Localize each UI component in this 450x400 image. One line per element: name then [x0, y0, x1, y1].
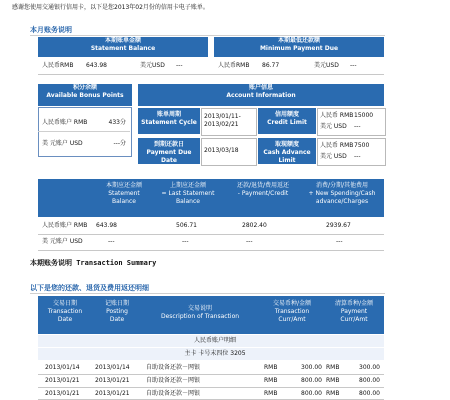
summary-header-statement: 本期应还金额 Statement Balance — [105, 182, 142, 205]
detail-pamt: 800.00 — [359, 377, 380, 384]
statement-rmb-label: 人民币RMB — [42, 62, 74, 69]
detail-tcur: RMB — [264, 377, 278, 384]
summary-rmb-last: 506.71 — [176, 222, 197, 229]
detail-post: 2013/01/21 — [95, 377, 130, 384]
detail-desc: 自助设备还款－网银 — [146, 377, 201, 384]
min-rmb-label: 人民币RMB — [218, 62, 250, 69]
bonus-points-header: 积分余额 Available Bonus Points — [38, 84, 132, 106]
summary-rmb-credit: 2802.40 — [242, 222, 267, 229]
intro-text: 感谢您使用交通银行信用卡，以下是您2013年02月份的信用卡电子账单。 — [12, 4, 209, 11]
detail-tamt: 800.00 — [301, 390, 322, 397]
min-usd-label: 美元USD — [314, 62, 339, 69]
summary-header-last: 上期应还金额 = Last Statement Balance — [161, 182, 215, 205]
detail-account-title: 人民币账户明细 — [193, 337, 236, 344]
detail-desc: 自助设备还款－网银 — [146, 390, 201, 397]
detail-pamt: 800.00 — [359, 390, 380, 397]
statement-usd-label: 美元USD — [140, 62, 165, 69]
detail-date: 2013/01/14 — [45, 364, 80, 371]
detail-pamt: 300.00 — [359, 364, 380, 371]
summary-usd-statement: --- — [108, 238, 115, 245]
credit-usd-value: --- — [354, 123, 361, 130]
statement-rmb-value: 643.98 — [86, 62, 107, 69]
detail-tcur: RMB — [264, 390, 278, 397]
summary-usd-label: 美 元账户 USD — [42, 238, 83, 245]
detail-date: 2013/01/21 — [45, 377, 80, 384]
credit-rmb-label: 人民币 RMB — [320, 112, 354, 119]
section-account-info-title: 本月账务说明 — [30, 26, 72, 34]
summary-header-spending: 消费/分期/其他费用 + New Spending/Cash advance/Charges — [308, 182, 376, 205]
cash-rmb-value: 7500 — [354, 142, 370, 149]
statement-usd-value: --- — [176, 62, 183, 69]
detail-post: 2013/01/14 — [95, 364, 130, 371]
detail-card-line: 主卡 卡号末四位 3205 — [184, 350, 246, 357]
detail-pcur: RMB — [326, 364, 340, 371]
bonus-rmb-label: 人民币账户 RMB — [42, 119, 88, 126]
credit-usd-label: 美元 USD — [320, 123, 347, 130]
detail-tamt: 800.00 — [301, 377, 322, 384]
credit-rmb-value: 15000 — [354, 112, 374, 119]
min-rmb-value: 86.77 — [262, 62, 280, 69]
summary-usd-credit: --- — [246, 238, 253, 245]
detail-header-transaction: 交易币种/金额 Transaction Curr/Amt — [272, 300, 312, 323]
bonus-divider — [38, 131, 130, 132]
cash-usd-label: 美元 USD — [320, 153, 347, 160]
detail-header-payment: 清算币种/金额 Payment Curr/Amt — [334, 300, 374, 323]
cash-advance-label: 取现额度 Cash Advance Limit — [258, 138, 316, 164]
min-usd-value: --- — [350, 62, 357, 69]
bonus-rmb-value: 433分 — [108, 119, 126, 126]
detail-post: 2013/01/21 — [95, 390, 130, 397]
summary-header-credit: 还款/退货/费用返还 - Payment/Credit — [236, 182, 290, 197]
detail-pcur: RMB — [326, 377, 340, 384]
payment-due-value: 2013/03/18 — [204, 147, 239, 154]
statement-cycle-value: 2013/01/11-2013/02/21 — [204, 113, 241, 128]
section-underline — [30, 35, 385, 36]
summary-usd-last: --- — [182, 238, 189, 245]
statement-cycle-label: 账单周期 Statement Cycle — [138, 108, 200, 134]
summary-rmb-statement: 643.98 — [96, 222, 117, 229]
detail-date: 2013/01/21 — [45, 390, 80, 397]
summary-usd-spending: --- — [336, 238, 343, 245]
detail-desc: 自助设备还款－网银 — [146, 364, 201, 371]
section-detail-title: 以下是您的还款、退货及费用返还明细 — [30, 284, 149, 292]
detail-tcur: RMB — [264, 364, 278, 371]
detail-tamt: 300.00 — [301, 364, 322, 371]
bonus-points-box — [38, 107, 132, 157]
detail-header-posting: 记账日期 Posting Date — [104, 300, 129, 323]
cash-rmb-label: 人民币 RMB — [320, 142, 354, 149]
account-info-header: 账户信息 Account Information — [138, 84, 384, 106]
bonus-usd-label: 美 元账户 USD — [42, 140, 83, 147]
summary-rmb-label: 人民币账户 RMB — [42, 222, 88, 229]
credit-limit-label: 信用额度 Credit Limit — [258, 108, 316, 134]
summary-row-usd — [38, 234, 384, 251]
detail-pcur: RMB — [326, 390, 340, 397]
detail-header-date: 交易日期 Transaction Date — [47, 300, 83, 323]
bonus-usd-value: ---分 — [113, 140, 126, 147]
cash-usd-value: --- — [354, 153, 361, 160]
section-transaction-summary-title: 本期账务说明 Transaction Summary — [30, 259, 157, 267]
payment-due-label: 到期还款日 Payment Due Date — [138, 138, 200, 164]
minimum-payment-header: 本期最低还款额 Minimum Payment Due — [214, 37, 384, 57]
detail-underline — [30, 293, 385, 294]
statement-balance-header: 本期账单金额 Statement Balance — [38, 37, 208, 57]
detail-header-description: 交易说明 Description of Transaction — [160, 305, 240, 320]
summary-rmb-spending: 2939.67 — [326, 222, 351, 229]
